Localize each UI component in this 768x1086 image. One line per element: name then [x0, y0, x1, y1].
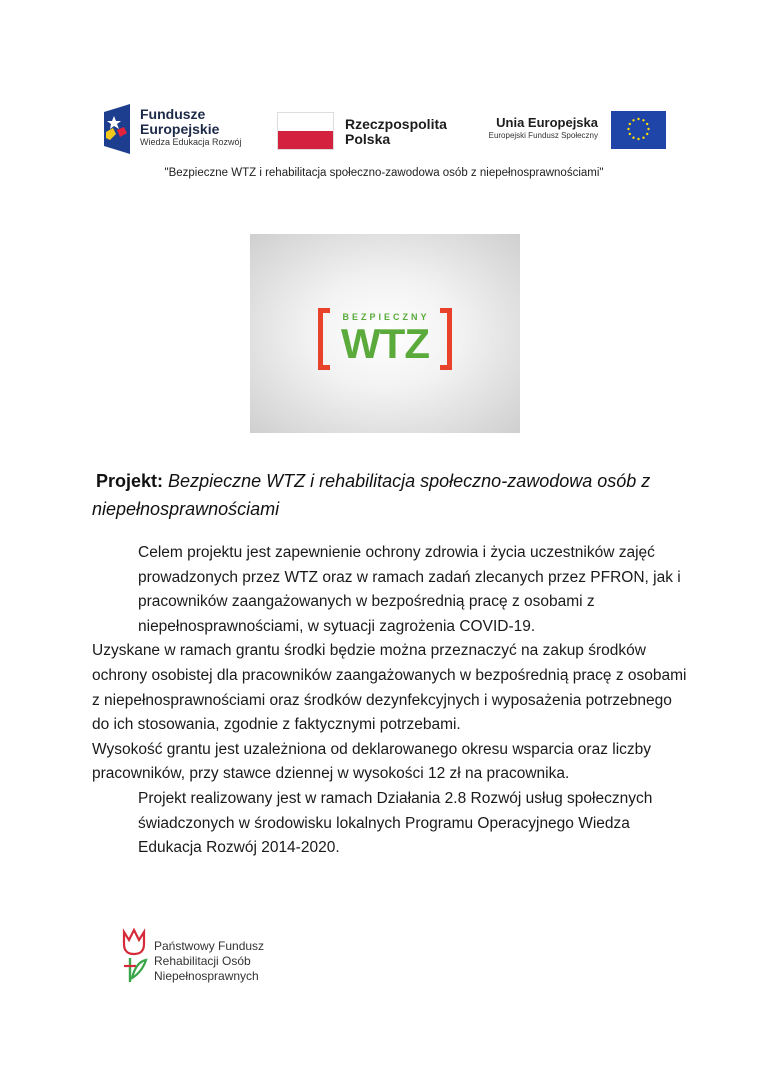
- project-subtitle: "Bezpieczne WTZ i rehabilitacja społeczno-zawodowa osób z niepełnosprawnościami": [164, 167, 604, 179]
- fe-subtitle: Wiedza Edukacja Rozwój: [140, 137, 242, 148]
- polish-flag-icon: [277, 112, 334, 150]
- wtz-big-text: WTZ: [341, 320, 429, 367]
- pfron-tulip-logo-icon: [118, 928, 150, 984]
- document-body: [92, 541, 692, 861]
- document-heading: [92, 467, 692, 523]
- ue-title: Unia Europejska: [496, 115, 598, 130]
- fe-title-line2: Europejskie: [140, 120, 220, 137]
- pfron-line3: Niepełnosprawnych: [154, 969, 259, 983]
- pfron-text: [154, 939, 264, 984]
- rp-line2: Polska: [345, 130, 391, 147]
- right-bracket-icon: [440, 308, 452, 370]
- left-bracket-icon: [318, 308, 330, 370]
- heading-title: Bezpieczne WTZ i rehabilitacja społeczno-zawodowa osób z niepełnosprawnościami: [92, 471, 651, 519]
- paragraph-goal: Celem projektu jest zapewnienie ochrony zdrowia i życia uczestników zajęć prowadzonych przez WTZ oraz w ramach zadań zlecanych przez PFRON, jak i pracowników zaangażowanych w bezpośrednią pracę z osobami z niepełnosprawnościami, w sytuacji zagrożenia COVID-19.: [138, 544, 681, 635]
- rzeczpospolita-polska-text: [345, 117, 447, 146]
- wtz-small-text: BEZPIECZNY: [342, 312, 430, 322]
- eu-flag-icon: [611, 111, 666, 149]
- fe-title-line1: Fundusze: [140, 106, 206, 122]
- heading-label: Projekt:: [96, 471, 164, 491]
- paragraph-program: Projekt realizowany jest w ramach Działania 2.8 Rozwój usług społecznych świadczonych w środowisku lokalnych Programu Operacyjnego Wiedza Edukacja Rozwój 2014-2020.: [138, 789, 653, 857]
- paragraph-grant-amount: Wysokość grantu jest uzależniona od deklarowanego okresu wsparcia oraz liczby pracowników, przy stawce dziennej w wysokości 12 zł na pracownika.: [92, 740, 652, 783]
- rp-line1: Rzeczpospolita: [345, 116, 447, 132]
- fundusze-europejskie-logo-icon: [104, 104, 130, 154]
- unia-europejska-text: [478, 115, 598, 140]
- ue-subtitle: Europejski Fundusz Społeczny: [488, 130, 598, 140]
- pfron-line1: Państwowy Fundusz: [154, 939, 265, 953]
- paragraph-funds: Uzyskane w ramach grantu środki będzie można przeznaczyć na zakup środków ochrony osobistej dla pracowników zaangażowanych w bezpośrednią pracę z osobami z niepełnosprawnościami oraz środków dezynfekcyjnych i wyposażenia potrzebnego do ich stosowania, zgodnie z faktycznymi potrzebami.: [92, 642, 687, 734]
- bezpieczny-wtz-logo-image: [250, 234, 520, 433]
- pfron-line2: Rehabilitacji Osób: [154, 954, 251, 968]
- fundusze-europejskie-text: [140, 107, 242, 148]
